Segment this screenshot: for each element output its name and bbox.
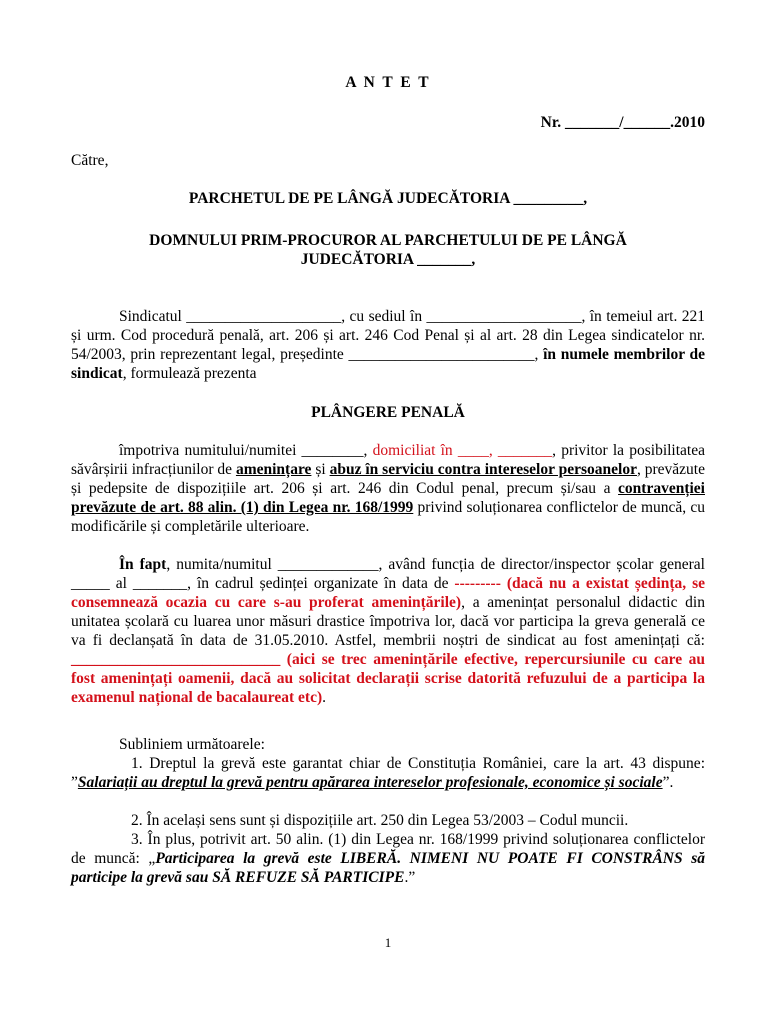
- emphasis-intro: Subliniem următoarele:: [119, 736, 265, 753]
- point-3-text: 3. În plus, potrivit art. 50 alin. (1) din Legea nr. 168/1999 privind soluționarea conflictelor de muncă: „: [71, 831, 705, 867]
- facts-meeting-note: --------- (dacă nu a existat ședința, se consemnează ocazia cu care s-au proferat amenințările): [71, 575, 705, 611]
- point-3: [71, 830, 705, 887]
- facts-text-2: , a amenințat personalul didactic din unitatea școlară cu luarea unor măsuri drastice împotriva lor, dacă vor participa la greva generală ce va fi declanșată în data de 31.05.2010. Astfel, membrii noștri de sindicat au fost amenințați că:: [71, 594, 705, 649]
- p1-offence-abuse: abuz în serviciu contra intereselor persoanelor: [329, 461, 637, 478]
- facts-paragraph: [71, 555, 705, 707]
- addressee-court: PARCHETUL DE PE LÂNGĂ JUDECĂTORIA _________,: [188, 190, 588, 207]
- registration-number: Nr. _______/______.2010: [540, 114, 705, 131]
- p1-text-4: , prevăzute și pedepsite de dispozițiile art. 206 și art. 246 din Codul penal, precum și/sau a: [71, 461, 705, 497]
- facts-label: În fapt: [119, 556, 167, 573]
- point-2: 2. În același sens sunt și dispozițiile art. 250 din Legea 53/2003 – Codul muncii.: [131, 812, 629, 829]
- point-3-end: .”: [404, 869, 416, 886]
- intro-paragraph: [71, 307, 705, 383]
- point-1-text: 1. Dreptul la grevă este garantat chiar de Constituția României, care la art. 43 dispune: ”: [71, 755, 705, 791]
- addressee-prosecutor-line2: JUDECĂTORIA _______,: [300, 251, 476, 268]
- intro-text-end: , formulează prezenta: [122, 365, 257, 382]
- addressee-prosecutor-line1: DOMNULUI PRIM-PROCUROR AL PARCHETULUI DE PE LÂNGĂ: [149, 232, 627, 249]
- p1-text-2: , privitor la posibilitatea săvârșirii infracțiunilor de: [71, 442, 705, 478]
- facts-end: .: [322, 689, 327, 706]
- facts-text: , numita/numitul _____________, având funcția de director/inspector școlar general _____ al _______, în cadrul ședinței organizate în data de: [71, 556, 705, 592]
- point-1-end: ”.: [662, 774, 674, 791]
- addressee-prosecutor: [71, 231, 705, 269]
- facts-threats-blank: ___________________________: [71, 651, 281, 668]
- addressee-intro: Către,: [71, 152, 109, 169]
- p1-text-5: privind soluționarea conflictelor de muncă, cu modificările și completările ulterioare.: [71, 499, 705, 535]
- facts-threats-note: (aici se trec amenințările efective, repercursiunile cu care au fost amenințați oamenii, dacă au solicitat declarații scrise datorită refuzului de a participa la examenul național de bacalaureat etc): [71, 651, 705, 706]
- p1-offence-threat: amenințare: [235, 461, 312, 478]
- point-1: [71, 754, 705, 792]
- p1-text-3: și: [311, 461, 330, 478]
- complaint-paragraph: [71, 441, 705, 536]
- p1-domicile: domiciliat în ____, _______: [372, 442, 553, 459]
- point-3-quote: Participarea la grevă este LIBERĂ. NIMENI NU POATE FI CONSTRÂNS să participe la grevă sau SĂ REFUZE SĂ PARTICIPE: [71, 850, 705, 886]
- page-number: 1: [384, 935, 392, 950]
- p1-text: împotriva numitului/numitei ________,: [119, 442, 373, 459]
- point-1-quote: Salariații au dreptul la grevă pentru apărarea intereselor profesionale, economice și sociale: [77, 774, 663, 791]
- p1-contravention: contravenției prevăzute de art. 88 alin. (1) din Legea nr. 168/1999: [71, 480, 705, 516]
- intro-text: Sindicatul ____________________, cu sediul în ____________________, în temeiul art. 221 și urm. Cod procedură penală, art. 206 și art. 246 Cod Penal și al art. 28 din Legea sindicatelor nr. 54/2003, prin reprezentant legal, președinte ________________________,: [71, 308, 705, 363]
- letterhead-label: A N T E T: [345, 74, 431, 91]
- document-title: PLÂNGERE PENALĂ: [311, 404, 465, 421]
- intro-bold: în numele membrilor de sindicat: [71, 346, 705, 382]
